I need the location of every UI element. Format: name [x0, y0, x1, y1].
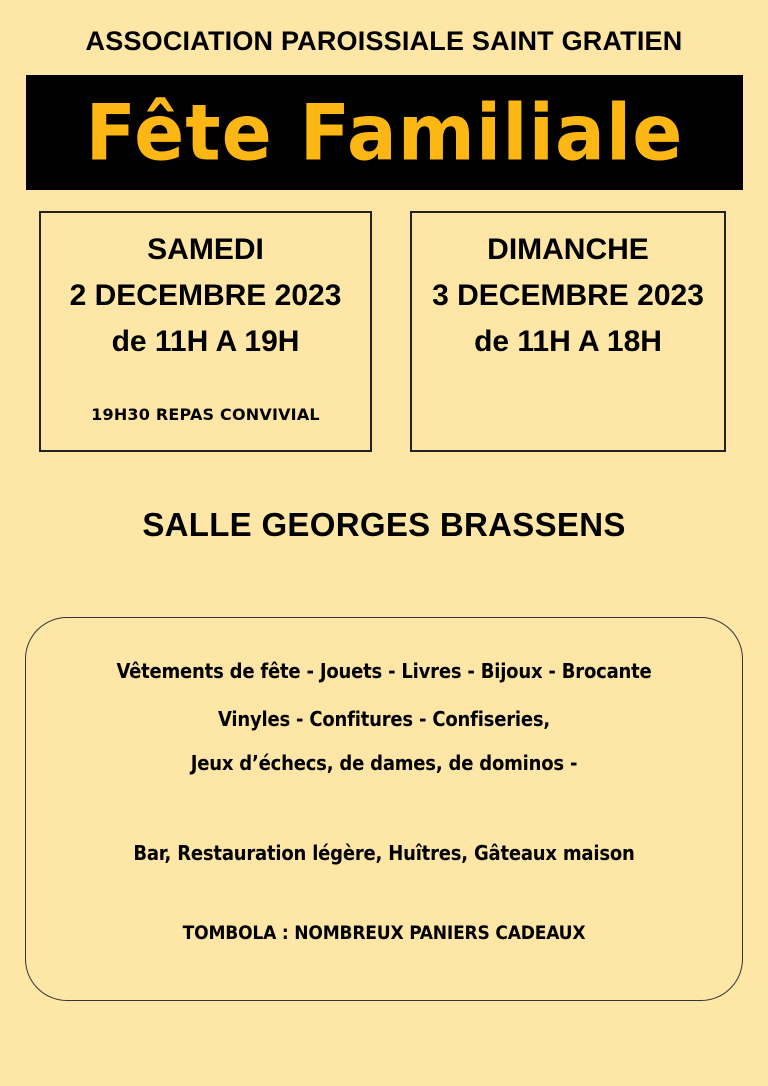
saturday-box: [39, 211, 372, 452]
activities-box: [25, 617, 743, 1001]
saturday-hours: de 11H A 19H: [111, 325, 300, 358]
sunday-date: 3 DECEMBRE 2023: [432, 279, 704, 312]
activities-line-3: Jeux d’échecs, de dames, de dominos -: [190, 751, 578, 775]
activities-line-1: Vêtements de fête - Jouets - Livres - Bijoux - Brocante: [116, 659, 652, 683]
saturday-date: 2 DECEMBRE 2023: [69, 279, 342, 312]
sunday-day: DIMANCHE: [487, 233, 649, 266]
venue-name: SALLE GEORGES BRASSENS: [142, 506, 626, 543]
event-title: Fête Familiale: [85, 87, 684, 178]
sunday-box: [410, 211, 726, 452]
sunday-hours: de 11H A 18H: [474, 325, 662, 358]
saturday-note: 19H30 REPAS CONVIVIAL: [91, 405, 320, 424]
activities-line-4: Bar, Restauration légère, Huîtres, Gâteaux maison: [133, 841, 635, 865]
activities-line-2: Vinyles - Confitures - Confiseries,: [218, 707, 550, 731]
title-banner: [26, 75, 743, 190]
saturday-day: SAMEDI: [147, 233, 264, 266]
tombola-line: TOMBOLA : NOMBREUX PANIERS CADEAUX: [182, 922, 586, 944]
association-name: ASSOCIATION PAROISSIALE SAINT GRATIEN: [85, 26, 683, 56]
